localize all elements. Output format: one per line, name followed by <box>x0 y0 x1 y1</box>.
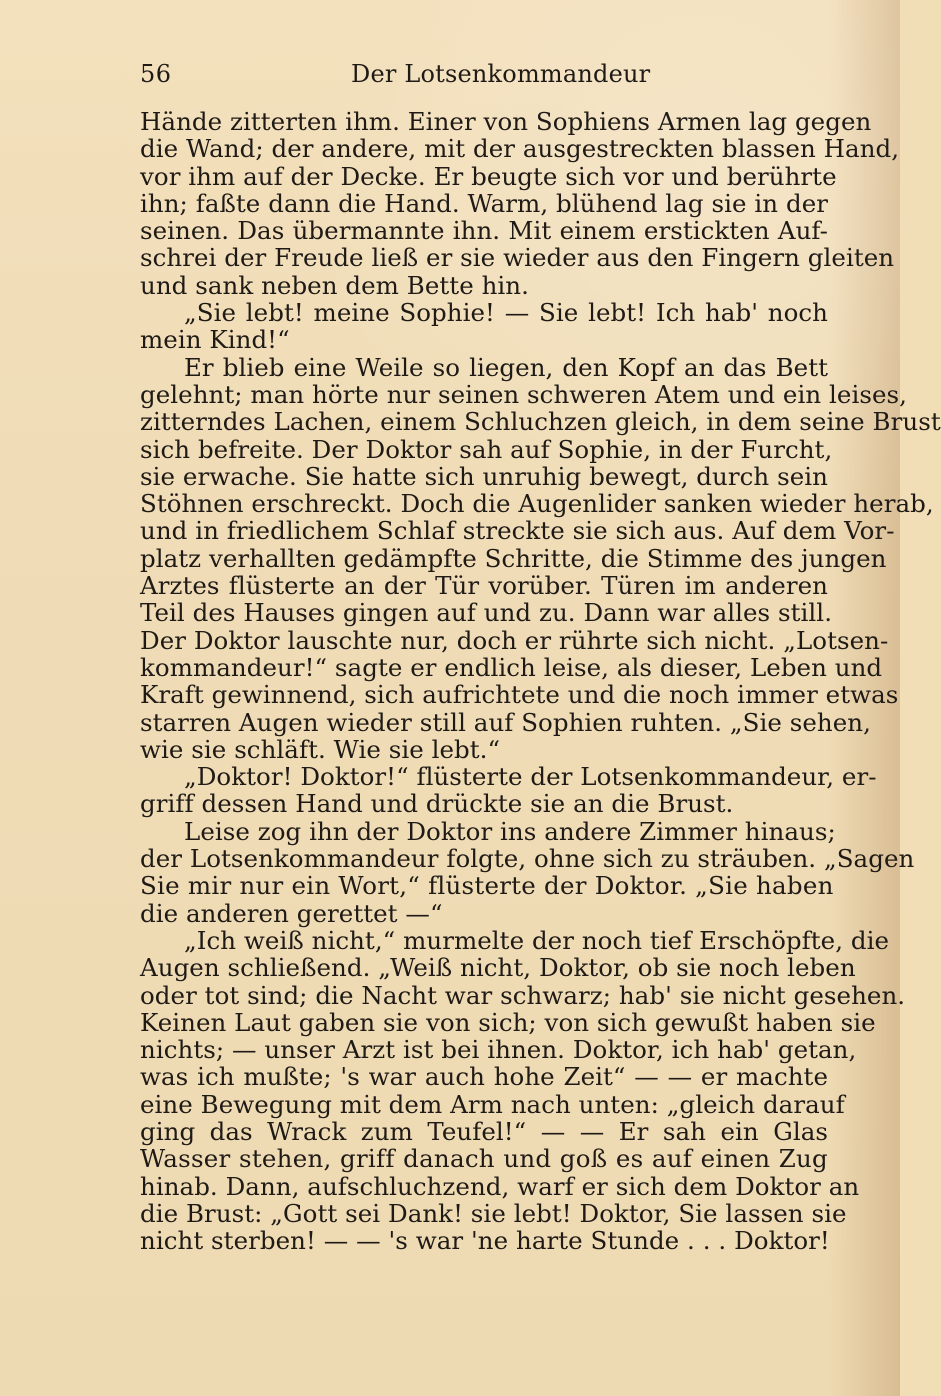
text-line: oder tot sind; die Nacht war schwarz; hab' sie nicht gesehen. <box>140 980 906 1010</box>
text-line: Augen schließend. „Weiß nicht, Doktor, ob sie noch leben <box>140 953 856 983</box>
text-line: mein Kind!“ <box>140 325 290 355</box>
text-line: Stöhnen erschreckt. Doch die Augenlider sanken wieder herab, <box>140 489 934 519</box>
text-line: Sie mir nur ein Wort,“ flüsterte der Doktor. „Sie haben <box>140 871 834 901</box>
text-line: seinen. Das übermannte ihn. Mit einem erstickten Auf- <box>140 216 828 246</box>
text-line: zitterndes Lachen, einem Schluchzen gleich, in dem seine Brust <box>140 407 941 437</box>
text-line: die anderen gerettet —“ <box>140 898 443 928</box>
page-number: 56 <box>140 60 172 88</box>
text-line: Teil des Hauses gingen auf und zu. Dann war alles still. <box>140 598 833 628</box>
text-line: nicht sterben! — — 's war 'ne harte Stunde . . . Doktor! <box>140 1226 830 1256</box>
text-line: griff dessen Hand und drückte sie an die Brust. <box>140 789 734 819</box>
text-line: „Doktor! Doktor!“ flüsterte der Lotsenkommandeur, er- <box>184 762 877 792</box>
text-line: gelehnt; man hörte nur seinen schweren Atem und ein leises, <box>140 379 907 409</box>
text-line: Kraft gewinnend, sich aufrichtete und die noch immer etwas <box>140 680 899 710</box>
text-line: Hände zitterten ihm. Einer von Sophiens Armen lag gegen <box>140 107 872 136</box>
text-line: „Sie lebt! meine Sophie! — Sie lebt! Ich hab' noch <box>184 298 828 328</box>
text-line: ging das Wrack zum Teufel!“ — — Er sah ein Glas <box>140 1116 828 1146</box>
text-line: kommandeur!“ sagte er endlich leise, als dieser, Leben und <box>140 652 883 682</box>
text-line: „Ich weiß nicht,“ murmelte der noch tief Erschöpfte, die <box>184 925 890 955</box>
text-line: starren Augen wieder still auf Sophien ruhten. „Sie sehen, <box>140 707 871 737</box>
text-line: ihn; faßte dann die Hand. Warm, blühend lag sie in der <box>140 188 828 218</box>
text-line: sie erwache. Sie hatte sich unruhig bewegt, durch sein <box>140 461 828 491</box>
text-line: Keinen Laut gaben sie von sich; von sich gewußt haben sie <box>140 1007 876 1037</box>
text-line: der Lotsenkommandeur folgte, ohne sich zu sträuben. „Sagen <box>140 844 915 874</box>
text-line: nichts; — unser Arzt ist bei ihnen. Doktor, ich hab' getan, <box>140 1035 857 1065</box>
text-line: die Brust: „Gott sei Dank! sie lebt! Doktor, Sie lassen sie <box>140 1198 847 1228</box>
text-line: platz verhallten gedämpfte Schritte, die Stimme des jungen <box>140 543 887 573</box>
text-line: Leise zog ihn der Doktor ins andere Zimmer hinaus; <box>184 816 836 846</box>
text-line: wie sie schläft. Wie sie lebt.“ <box>140 734 501 764</box>
text-line: Er blieb eine Weile so liegen, den Kopf an das Bett <box>184 352 828 382</box>
text-line: eine Bewegung mit dem Arm nach unten: „gleich darauf <box>140 1089 845 1119</box>
page-header <box>140 57 830 91</box>
text-line: die Wand; der andere, mit der ausgestreckten blassen Hand, <box>140 134 900 164</box>
text-line: Der Doktor lauschte nur, doch er rührte sich nicht. „Lotsen- <box>140 625 889 655</box>
text-line: Arztes flüsterte an der Tür vorüber. Türen im anderen <box>140 571 828 601</box>
text-line: was ich mußte; 's war auch hohe Zeit“ — — er machte <box>140 1062 828 1092</box>
text-line: hinab. Dann, aufschluchzend, warf er sich dem Doktor an <box>140 1171 860 1201</box>
main-text <box>140 107 941 1256</box>
text-line: schrei der Freude ließ er sie wieder aus den Fingern gleiten <box>140 243 895 273</box>
text-line: und in friedlichem Schlaf streckte sie sich aus. Auf dem Vor- <box>140 516 895 546</box>
text-line: vor ihm auf der Decke. Er beugte sich vor und berührte <box>140 161 837 191</box>
text-line: und sank neben dem Bette hin. <box>140 270 529 300</box>
running-title: Der Lotsenkommandeur <box>351 60 651 88</box>
text-line: Wasser stehen, griff danach und goß es auf einen Zug <box>140 1144 828 1174</box>
text-line: sich befreite. Der Doktor sah auf Sophie, in der Furcht, <box>140 434 833 464</box>
